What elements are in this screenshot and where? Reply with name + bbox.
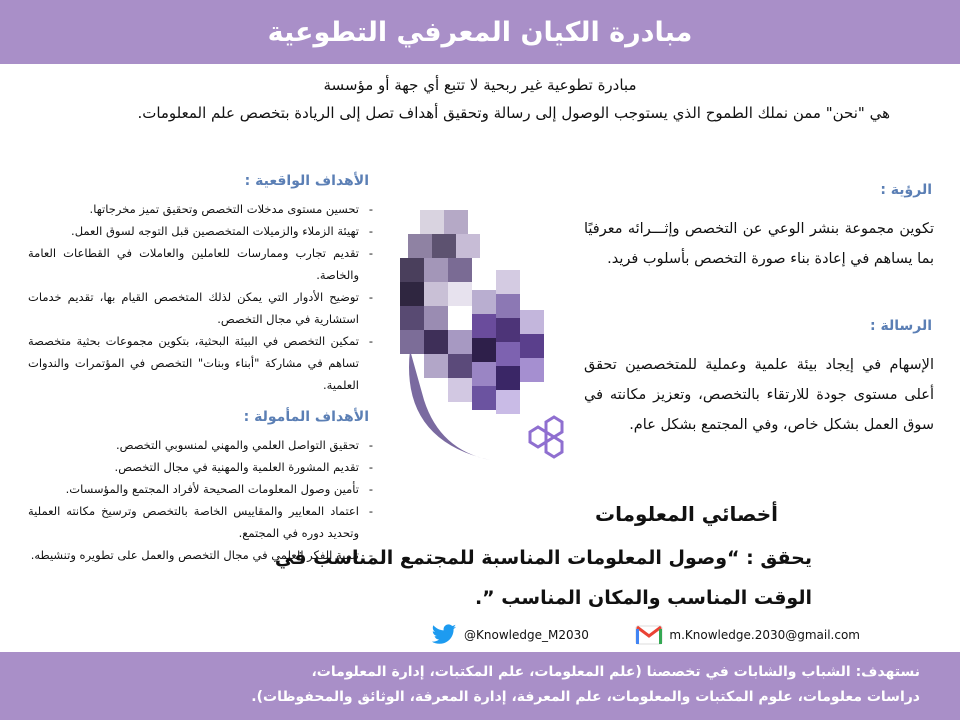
hoped-goals-title: الأهداف المأمولة : (243, 409, 369, 425)
gmail-icon (635, 625, 663, 645)
vision-title: الرؤية : (880, 182, 932, 198)
mission-title: الرسالة : (869, 318, 932, 334)
footer-line-1: نستهدف: الشباب والشابات في تخصصنا (علم المعلومات، علم المكتبات، إدارة المعلومات، (311, 664, 920, 680)
footer-banner (0, 652, 960, 720)
list-item: - تهيئة الزملاء والزميلات المتخصصين قبل التوجه لسوق العمل. (28, 220, 373, 242)
intro-line-2: هي "نحن" ممن نملك الطموح الذي يستوجب الوصول إلى رسالة وتحقيق أهداف تصل إلى الريادة بتخصص علم المعلومات. (137, 104, 890, 122)
realistic-goals-title: الأهداف الواقعية : (244, 173, 369, 189)
mission-text: الإسهام في إيجاد بيئة علمية وعملية للمتخصصين تحقق أعلى مستوى جودة للارتقاء بالتخصص، وتعزيز مكانته في سوق العمل بشكل خاص، وفي المجتمع بشكل عام. (584, 357, 934, 433)
realistic-goals-list (28, 198, 373, 396)
specialist-title: أخصائي المعلومات (595, 502, 778, 526)
list-item: - تأمين وصول المعلومات الصحيحة لأفراد المجتمع والمؤسسات. (28, 478, 373, 500)
list-item: - اعتماد المعايير والمقاييس الخاصة بالتخصص وترسيخ مكانته العملية وتحديد دوره في المجتمع. (28, 500, 373, 544)
list-item: - تقديم تجارب وممارسات للعاملين والعاملات في القطاعات العامة والخاصة. (28, 242, 373, 286)
email-contact[interactable] (635, 625, 860, 645)
list-item: - تقديم المشورة العلمية والمهنية في مجال التخصص. (28, 456, 373, 478)
goals-column (28, 170, 373, 576)
list-item: - تحقيق التواصل العلمي والمهني لمنسوبي التخصص. (28, 434, 373, 456)
intro-line-1: مبادرة تطوعية غير ربحية لا تتبع أي جهة أو مؤسسة (323, 76, 637, 94)
email-address: m.Knowledge.2030@gmail.com (669, 628, 860, 642)
page-title: مبادرة الكيان المعرفي التطوعية (267, 16, 693, 48)
vision-text: تكوين مجموعة بنشر الوعي عن التخصص وإثـــرائه معرفيًا بما يساهم في إعادة بناء صورة التخصص بأسلوب فريد. (584, 221, 934, 267)
logo-pixels (400, 210, 544, 414)
page-header (0, 0, 960, 64)
knowledge-entity-logo (380, 200, 580, 500)
list-item: - تنمية الفكر العلمي في مجال التخصص والعمل على تطويره وتنشيطه. (28, 544, 373, 566)
list-item: - تمكين التخصص في البيئة البحثية، بتكوين مجموعات بحثية متخصصة تساهم في مشاركة "أبناء وبنات" التخصص في المؤتمرات والندوات العلمية. (28, 330, 373, 396)
hexagon-icon (530, 417, 562, 457)
twitter-bird-icon (430, 624, 458, 646)
contacts-bar (430, 620, 860, 650)
list-item: - تحسين مستوى مدخلات التخصص وتحقيق تميز مخرجاتها. (28, 198, 373, 220)
specialist-tagline: يحقق : “وصول المعلومات المناسبة للمجتمع المناسب في الوقت المناسب والمكان المناسب ”. (274, 547, 812, 609)
twitter-handle: @Knowledge_M2030 (464, 628, 589, 642)
twitter-contact[interactable] (430, 624, 589, 646)
footer-line-2: دراسات معلومات، علوم المكتبات والمعلومات، علم المعرفة، إدارة المعرفة، الوثائق والمحفوظات). (251, 689, 920, 705)
list-item: - توضيح الأدوار التي يمكن لذلك المتخصص القيام بها، تقديم خدمات استشارية في مجال التخصص. (28, 286, 373, 330)
